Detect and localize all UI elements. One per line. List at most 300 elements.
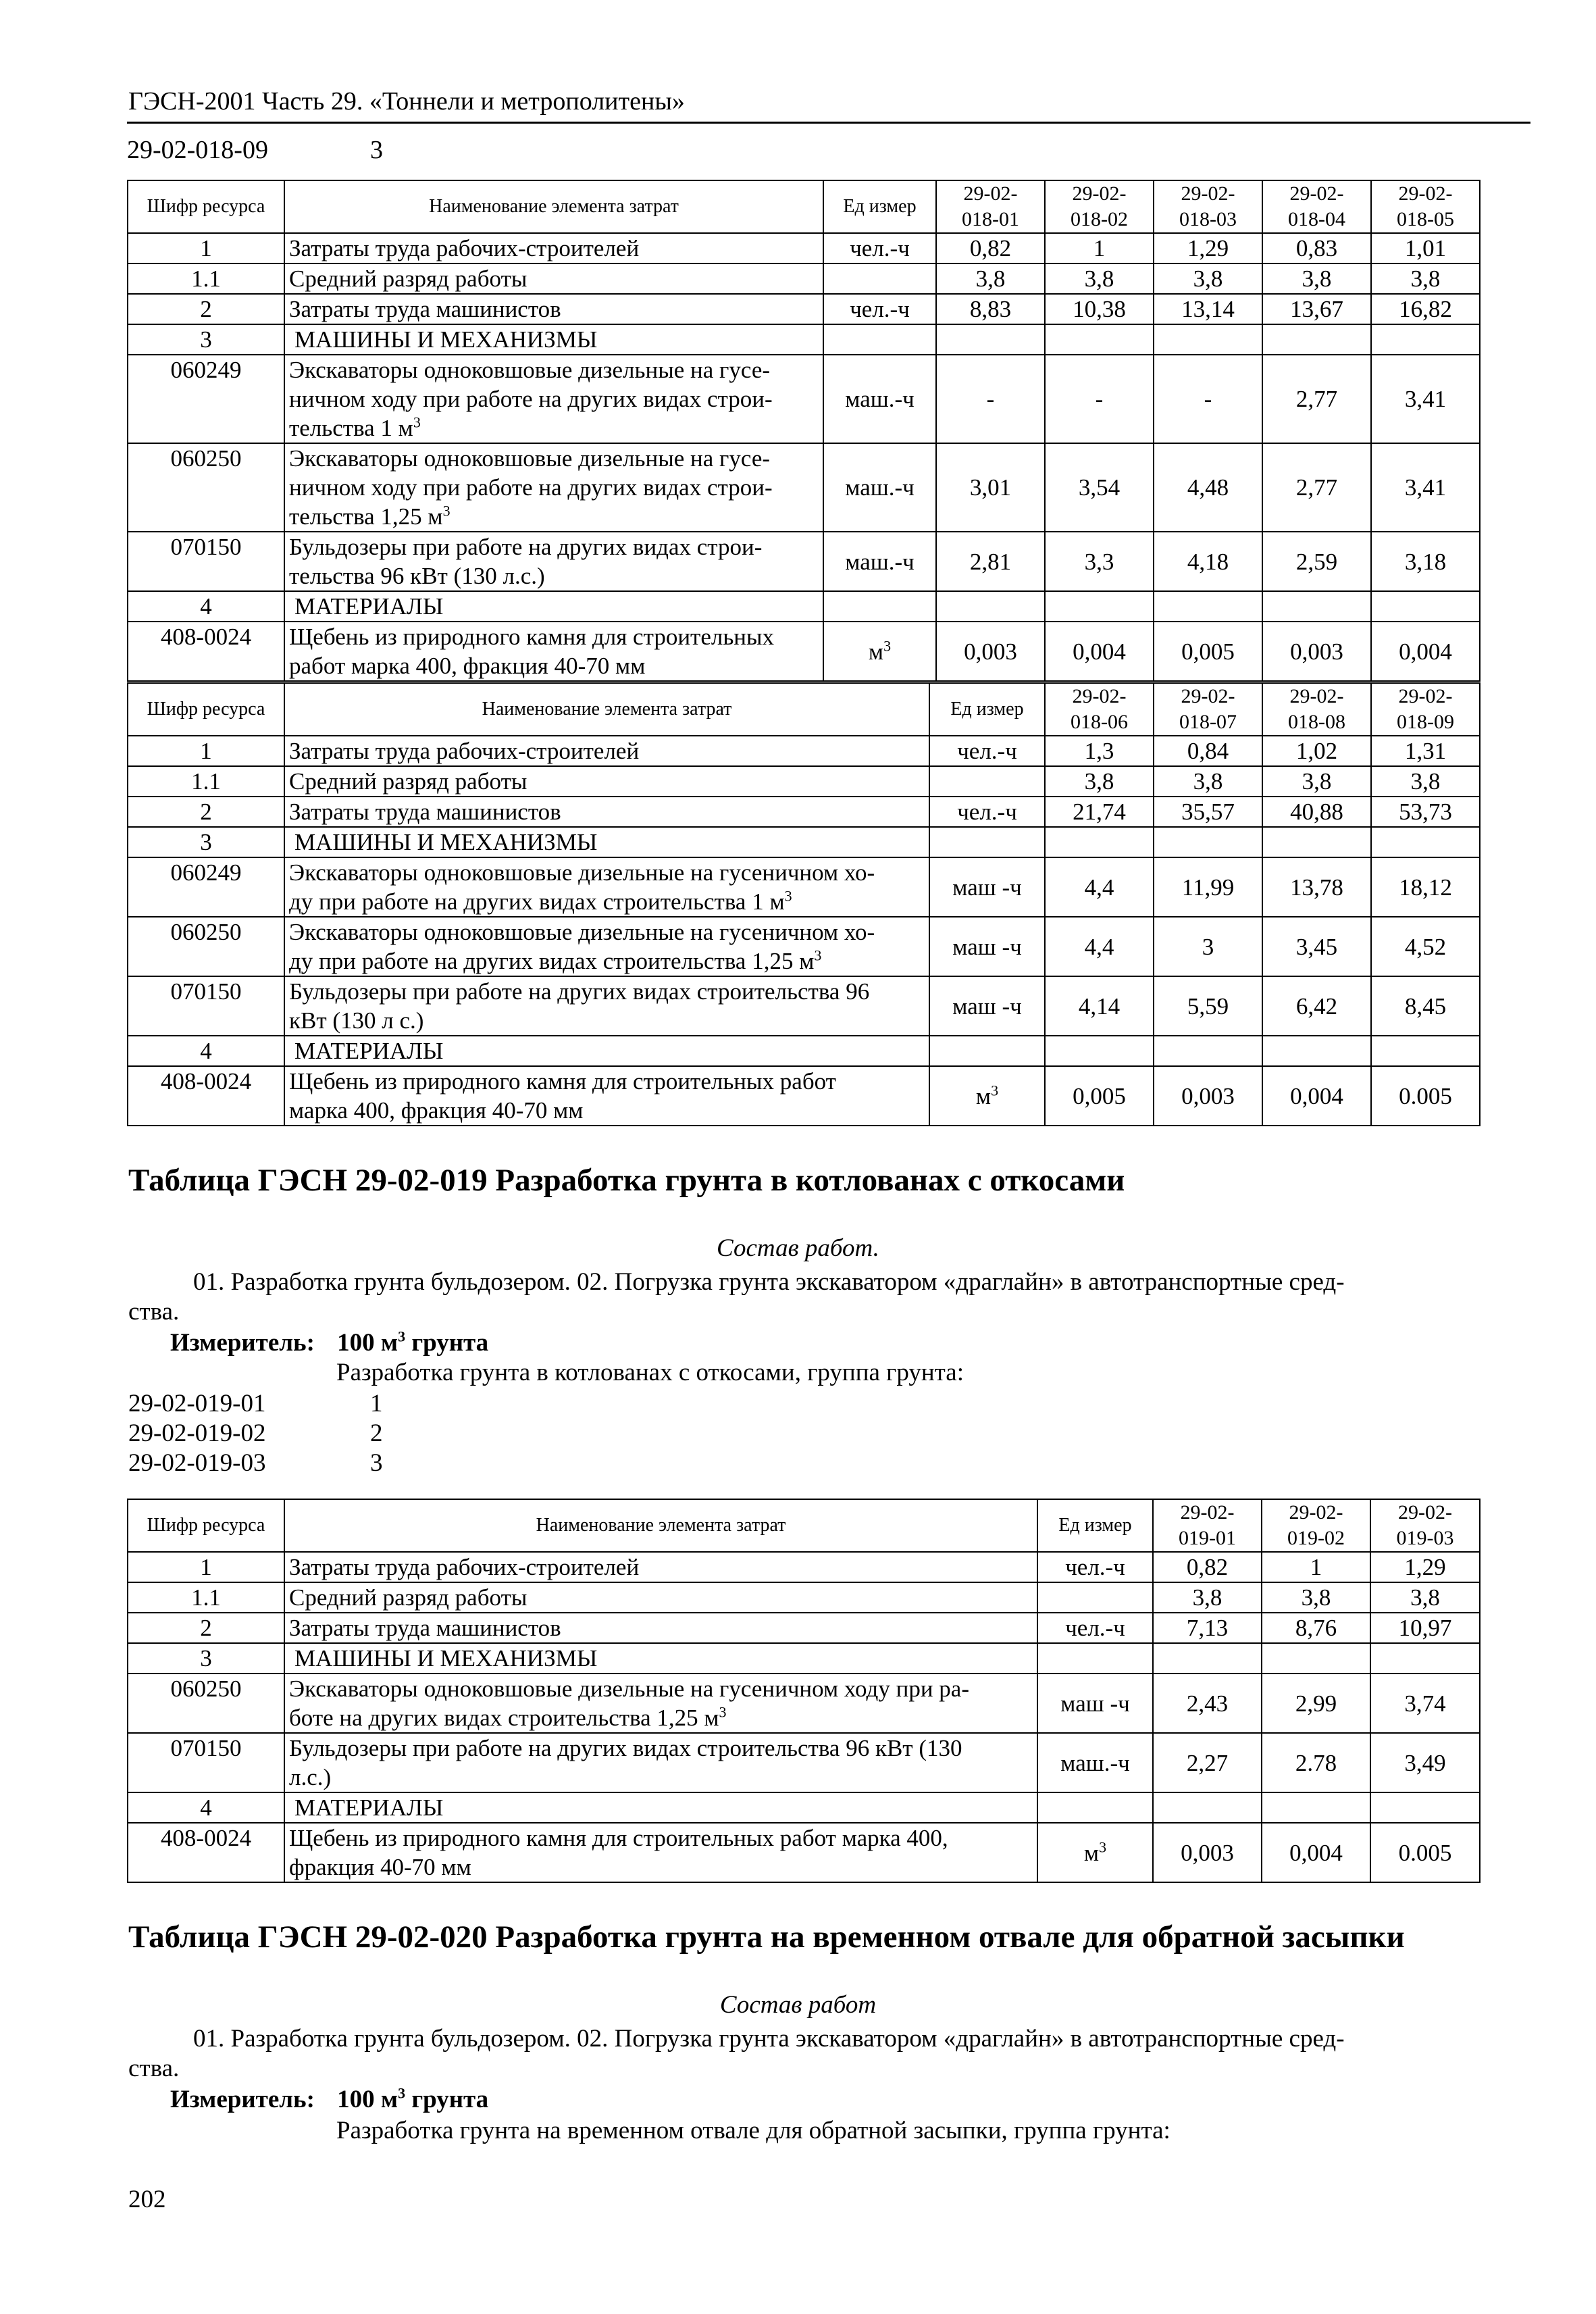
norm-value: 35,57 bbox=[1154, 797, 1262, 827]
table-row bbox=[128, 1066, 1480, 1126]
resource-table-019 bbox=[127, 1499, 1481, 1883]
resource-name-line: ничном ходу при работе на других видах строи- bbox=[289, 386, 773, 412]
resource-name-line: Средний разряд работы bbox=[289, 768, 527, 795]
norm-value: 13,67 bbox=[1262, 294, 1371, 324]
norm-value: 11,99 bbox=[1154, 857, 1262, 917]
norm-value: 3,74 bbox=[1370, 1674, 1480, 1733]
table-row bbox=[128, 1792, 1480, 1823]
norm-value: 0,004 bbox=[1045, 622, 1154, 681]
resource-code: 2 bbox=[128, 797, 284, 827]
norm-value: 0,84 bbox=[1154, 736, 1262, 766]
header-code: Шифр ресурса bbox=[128, 180, 284, 233]
norm-value: 0,82 bbox=[1153, 1552, 1262, 1582]
table-row bbox=[128, 355, 1480, 443]
table-title-019: Таблица ГЭСН 29-02-019 Разработка грунта в котлованах с откосами bbox=[128, 1163, 1125, 1198]
section-heading: МАШИНЫ И МЕХАНИЗМЫ bbox=[284, 827, 929, 857]
resource-code: 060250 bbox=[128, 1674, 284, 1733]
composition-title-019: Состав работ. bbox=[717, 1234, 879, 1262]
unit-of-measure bbox=[823, 443, 936, 532]
resource-name-line: тельства 1 м bbox=[289, 415, 413, 441]
table-row bbox=[128, 443, 1480, 532]
resource-name-line: Затраты труда рабочих-строителей bbox=[289, 235, 640, 261]
norm-value: 3,8 bbox=[1371, 766, 1480, 797]
empty-cell bbox=[1371, 591, 1480, 622]
norm-value: 0,004 bbox=[1262, 1066, 1371, 1126]
resource-name bbox=[284, 797, 929, 827]
norm-value: 4,14 bbox=[1045, 976, 1154, 1036]
table-row bbox=[128, 976, 1480, 1036]
resource-name-line: Бульдозеры при работе на других видах строи- bbox=[289, 534, 763, 560]
norm-value: 3,18 bbox=[1371, 532, 1480, 591]
column-code-line: 018-04 bbox=[1288, 208, 1345, 230]
resource-name-line: ду при работе на других видах строительства 1 м bbox=[289, 888, 785, 915]
table-row bbox=[128, 294, 1480, 324]
unit-of-measure bbox=[929, 1066, 1045, 1126]
header-rule bbox=[127, 122, 1530, 124]
column-code-line: 018-07 bbox=[1179, 711, 1237, 733]
table-title-020: Таблица ГЭСН 29-02-020 Разработка грунта на временном отвале для обратной засыпки bbox=[128, 1919, 1405, 1955]
carry-group: 3 bbox=[370, 136, 383, 164]
unit-of-measure bbox=[1037, 1552, 1153, 1582]
resource-name bbox=[284, 1674, 1037, 1733]
table-row bbox=[128, 263, 1480, 294]
empty-cell bbox=[823, 324, 936, 355]
resource-name-line: л.с.) bbox=[289, 1764, 332, 1790]
norm-value: 2,59 bbox=[1262, 532, 1371, 591]
column-code-line: 29-02- bbox=[1181, 182, 1235, 205]
column-code-line: 29-02- bbox=[1289, 1501, 1343, 1524]
resource-name-line: Экскаваторы одноковшовые дизельные на гусеничном ходу при ра- bbox=[289, 1676, 970, 1702]
resource-name-line: Средний разряд работы bbox=[289, 1584, 527, 1611]
unit-of-measure bbox=[929, 917, 1045, 976]
unit-text: м bbox=[1083, 1839, 1100, 1866]
table-row bbox=[128, 736, 1480, 766]
resource-code: 1.1 bbox=[128, 263, 284, 294]
resource-name-line: Затраты труда машинистов bbox=[289, 1615, 561, 1641]
column-code-line: 019-01 bbox=[1179, 1527, 1236, 1549]
item-code: 29-02-019-03 bbox=[128, 1449, 266, 1477]
column-code-line: 018-08 bbox=[1288, 711, 1345, 733]
norm-value: 3,8 bbox=[1262, 766, 1371, 797]
resource-code: 3 bbox=[128, 324, 284, 355]
resource-code: 060250 bbox=[128, 917, 284, 976]
norm-value: 0,82 bbox=[936, 233, 1045, 263]
column-code-line: 29-02- bbox=[1289, 685, 1344, 707]
resource-code: 070150 bbox=[128, 1733, 284, 1792]
norm-value: 3,49 bbox=[1370, 1733, 1480, 1792]
resource-code: 4 bbox=[128, 1036, 284, 1066]
resource-name bbox=[284, 1733, 1037, 1792]
norm-value: 10,38 bbox=[1045, 294, 1154, 324]
empty-cell bbox=[1154, 827, 1262, 857]
empty-cell bbox=[1154, 1036, 1262, 1066]
header-unit: Ед измер bbox=[1037, 1499, 1153, 1552]
meter-value: 100 м bbox=[337, 1329, 398, 1357]
table-row bbox=[128, 1643, 1480, 1674]
table-row bbox=[128, 797, 1480, 827]
header-unit: Ед измер bbox=[823, 180, 936, 233]
table-row bbox=[128, 233, 1480, 263]
norm-value: 7,13 bbox=[1153, 1613, 1262, 1643]
norm-value: 8,45 bbox=[1371, 976, 1480, 1036]
resource-code: 1 bbox=[128, 736, 284, 766]
norm-value: 3,8 bbox=[1045, 766, 1154, 797]
norm-value: - bbox=[1154, 355, 1262, 443]
norm-value: 18,12 bbox=[1371, 857, 1480, 917]
resource-code: 070150 bbox=[128, 976, 284, 1036]
meter-tail: грунта bbox=[405, 2086, 489, 2113]
unit-of-measure bbox=[1037, 1613, 1153, 1643]
unit-text: чел.-ч bbox=[957, 799, 1017, 825]
item-code: 29-02-019-02 bbox=[128, 1419, 266, 1447]
empty-cell bbox=[1262, 827, 1371, 857]
norm-value: 6,42 bbox=[1262, 976, 1371, 1036]
section-heading: МАТЕРИАЛЫ bbox=[284, 1036, 929, 1066]
resource-name-line: Бульдозеры при работе на других видах строительства 96 bbox=[289, 978, 870, 1005]
unit-of-measure bbox=[823, 263, 936, 294]
norm-value: 1 bbox=[1262, 1552, 1370, 1582]
column-code-line: 29-02- bbox=[1398, 182, 1453, 205]
norm-value: 16,82 bbox=[1371, 294, 1480, 324]
norm-value: 3,8 bbox=[1371, 263, 1480, 294]
column-code-line: 29-02- bbox=[1398, 685, 1453, 707]
header-column-code bbox=[1153, 1499, 1262, 1552]
empty-cell bbox=[1153, 1643, 1262, 1674]
norm-value: 3,8 bbox=[1154, 766, 1262, 797]
column-code-line: 29-02- bbox=[1289, 182, 1344, 205]
empty-cell bbox=[1370, 1643, 1480, 1674]
column-code-line: 018-01 bbox=[962, 208, 1019, 230]
norm-value: 0.005 bbox=[1370, 1823, 1480, 1882]
resource-name-line: Средний разряд работы bbox=[289, 266, 527, 292]
empty-cell bbox=[1262, 1036, 1371, 1066]
norm-value: 1,31 bbox=[1371, 736, 1480, 766]
table-row bbox=[128, 1552, 1480, 1582]
resource-name-line: Бульдозеры при работе на других видах строительства 96 кВт (130 bbox=[289, 1735, 962, 1761]
column-code-line: 018-09 bbox=[1397, 711, 1454, 733]
norm-value: 4,4 bbox=[1045, 857, 1154, 917]
composition-line-1-019: 01. Разработка грунта бульдозером. 02. Погрузка грунта экскаватором «драглайн» в автотранспортные сред- bbox=[193, 1268, 1345, 1296]
header-column-code bbox=[1262, 1499, 1370, 1552]
unit-text: чел.-ч bbox=[1065, 1554, 1125, 1580]
table-row bbox=[128, 622, 1480, 681]
unit-text: маш.-ч bbox=[845, 474, 915, 501]
resource-name-line: кВт (130 л с.) bbox=[289, 1007, 424, 1034]
resource-name-line-wrap bbox=[289, 887, 925, 916]
header-column-code bbox=[1262, 180, 1371, 233]
norm-value: 0,004 bbox=[1371, 622, 1480, 681]
resource-name bbox=[284, 532, 823, 591]
table-row bbox=[128, 1733, 1480, 1792]
empty-cell bbox=[936, 591, 1045, 622]
resource-code: 408-0024 bbox=[128, 1823, 284, 1882]
column-code-line: 019-03 bbox=[1396, 1527, 1454, 1549]
norm-value: 2,43 bbox=[1153, 1674, 1262, 1733]
norm-value: 3,8 bbox=[1262, 263, 1371, 294]
resource-name bbox=[284, 917, 929, 976]
section-heading: МАТЕРИАЛЫ bbox=[284, 591, 823, 622]
norm-value: - bbox=[1045, 355, 1154, 443]
unit-superscript: 3 bbox=[442, 502, 451, 520]
resource-name-line: Щебень из природного камня для строительных работ марка 400, bbox=[289, 1825, 948, 1851]
empty-cell bbox=[1262, 1792, 1370, 1823]
empty-cell bbox=[1153, 1792, 1262, 1823]
norm-value: 3,54 bbox=[1045, 443, 1154, 532]
norm-value: 0,005 bbox=[1154, 622, 1262, 681]
column-code-line: 018-05 bbox=[1397, 208, 1454, 230]
resource-name-line: Щебень из природного камня для строительных bbox=[289, 624, 775, 650]
table-row bbox=[128, 532, 1480, 591]
resource-name-line: ду при работе на других видах строительства 1,25 м bbox=[289, 948, 815, 974]
norm-value: 8,76 bbox=[1262, 1613, 1370, 1643]
norm-value: 3,41 bbox=[1371, 443, 1480, 532]
meter-020 bbox=[170, 2085, 488, 2114]
composition-title-020: Состав работ bbox=[719, 1991, 877, 2019]
empty-cell bbox=[1370, 1792, 1480, 1823]
unit-superscript: 3 bbox=[784, 887, 792, 905]
empty-cell bbox=[929, 1036, 1045, 1066]
column-code-line: 29-02- bbox=[1181, 685, 1235, 707]
unit-of-measure bbox=[1037, 1674, 1153, 1733]
column-code-line: 29-02- bbox=[1398, 1501, 1452, 1524]
page-number: 202 bbox=[128, 2186, 166, 2213]
norm-value: - bbox=[936, 355, 1045, 443]
column-code-line: 018-03 bbox=[1179, 208, 1237, 230]
norm-value: 2,81 bbox=[936, 532, 1045, 591]
unit-of-measure bbox=[929, 736, 1045, 766]
empty-cell bbox=[823, 591, 936, 622]
norm-value: 4,48 bbox=[1154, 443, 1262, 532]
resource-name-line: Щебень из природного камня для строительных работ bbox=[289, 1068, 836, 1095]
table-row bbox=[128, 1613, 1480, 1643]
column-code-line: 019-02 bbox=[1287, 1527, 1345, 1549]
unit-text: м bbox=[975, 1082, 992, 1109]
header-column-code bbox=[1371, 180, 1480, 233]
meter-label: Измеритель: bbox=[170, 1329, 315, 1357]
table-row bbox=[128, 917, 1480, 976]
norm-value: 2,77 bbox=[1262, 355, 1371, 443]
norm-value: 0,003 bbox=[1262, 622, 1371, 681]
empty-cell bbox=[1037, 1643, 1153, 1674]
unit-of-measure bbox=[823, 294, 936, 324]
norm-value: 2,99 bbox=[1262, 1674, 1370, 1733]
resource-name-line: Экскаваторы одноковшовые дизельные на гусеничном хо- bbox=[289, 859, 875, 886]
resource-name-line: боте на других видах строительства 1,25 м bbox=[289, 1705, 719, 1731]
resource-code: 1 bbox=[128, 233, 284, 263]
header-name: Наименование элемента затрат bbox=[284, 683, 929, 736]
header-unit: Ед измер bbox=[929, 683, 1045, 736]
empty-cell bbox=[1045, 1036, 1154, 1066]
resource-code: 408-0024 bbox=[128, 622, 284, 681]
unit-text: чел.-ч bbox=[850, 235, 910, 261]
resource-name-line: тельства 96 кВт (130 л.с.) bbox=[289, 563, 545, 589]
norm-value: 2,77 bbox=[1262, 443, 1371, 532]
table-row bbox=[128, 324, 1480, 355]
norm-value: 10,97 bbox=[1370, 1613, 1480, 1643]
section-heading: МАШИНЫ И МЕХАНИЗМЫ bbox=[284, 1643, 1037, 1674]
resource-name-line-wrap bbox=[289, 502, 819, 531]
table-row bbox=[128, 1674, 1480, 1733]
meter-sup: 3 bbox=[398, 2084, 406, 2102]
resource-name bbox=[284, 1823, 1037, 1882]
meter-sup: 3 bbox=[398, 1328, 406, 1345]
resource-code: 1.1 bbox=[128, 1582, 284, 1613]
norm-value: 4,52 bbox=[1371, 917, 1480, 976]
unit-superscript: 3 bbox=[413, 413, 421, 431]
norm-value: 3,41 bbox=[1371, 355, 1480, 443]
resource-name bbox=[284, 443, 823, 532]
resource-name bbox=[284, 1552, 1037, 1582]
norm-value: 1,29 bbox=[1370, 1552, 1480, 1582]
resource-name bbox=[284, 622, 823, 681]
empty-cell bbox=[936, 324, 1045, 355]
intro-019: Разработка грунта в котлованах с откосами, группа грунта: bbox=[336, 1359, 964, 1386]
norm-value: 0,003 bbox=[936, 622, 1045, 681]
column-code-line: 29-02- bbox=[1072, 182, 1127, 205]
empty-cell bbox=[1154, 324, 1262, 355]
composition-line-2-020: ства. bbox=[128, 2055, 180, 2082]
header-column-code bbox=[1045, 683, 1154, 736]
norm-value: 0,005 bbox=[1045, 1066, 1154, 1126]
column-code-line: 018-06 bbox=[1071, 711, 1128, 733]
unit-superscript: 3 bbox=[719, 1703, 727, 1721]
norm-value: 3,45 bbox=[1262, 917, 1371, 976]
norm-value: 1,02 bbox=[1262, 736, 1371, 766]
unit-of-measure bbox=[1037, 1823, 1153, 1882]
meter-value: 100 м bbox=[337, 2086, 398, 2113]
unit-of-measure bbox=[823, 233, 936, 263]
resource-code: 2 bbox=[128, 1613, 284, 1643]
header-name: Наименование элемента затрат bbox=[284, 1499, 1037, 1552]
resource-name-line-wrap bbox=[289, 1703, 1033, 1732]
section-heading: МАШИНЫ И МЕХАНИЗМЫ bbox=[284, 324, 823, 355]
header-column-code bbox=[1262, 683, 1371, 736]
norm-value: 53,73 bbox=[1371, 797, 1480, 827]
resource-name bbox=[284, 976, 929, 1036]
running-header: ГЭСН-2001 Часть 29. «Тоннели и метрополитены» bbox=[128, 87, 685, 116]
empty-cell bbox=[1045, 591, 1154, 622]
header-column-code bbox=[1371, 683, 1480, 736]
unit-text: м bbox=[868, 638, 884, 665]
item-code: 29-02-019-01 bbox=[128, 1390, 266, 1417]
column-code-line: 018-02 bbox=[1071, 208, 1128, 230]
resource-name bbox=[284, 1613, 1037, 1643]
unit-of-measure bbox=[929, 857, 1045, 917]
norm-value: 8,83 bbox=[936, 294, 1045, 324]
resource-name bbox=[284, 736, 929, 766]
unit-of-measure bbox=[823, 622, 936, 681]
unit-of-measure bbox=[929, 766, 1045, 797]
resource-code: 1 bbox=[128, 1552, 284, 1582]
unit-superscript: 3 bbox=[1099, 1838, 1107, 1855]
header-code: Шифр ресурса bbox=[128, 683, 284, 736]
resource-name-line: работ марка 400, фракция 40-70 мм bbox=[289, 653, 646, 679]
empty-cell bbox=[1045, 827, 1154, 857]
norm-value: 2,27 bbox=[1153, 1733, 1262, 1792]
unit-text: маш.-ч bbox=[845, 386, 915, 412]
item-group: 2 bbox=[370, 1419, 383, 1447]
norm-value: 21,74 bbox=[1045, 797, 1154, 827]
unit-of-measure bbox=[929, 797, 1045, 827]
resource-code: 4 bbox=[128, 1792, 284, 1823]
table-row bbox=[128, 1823, 1480, 1882]
table-row bbox=[128, 766, 1480, 797]
norm-value: 0,003 bbox=[1153, 1823, 1262, 1882]
empty-cell bbox=[1371, 827, 1480, 857]
section-heading: МАТЕРИАЛЫ bbox=[284, 1792, 1037, 1823]
resource-name-line: марка 400, фракция 40-70 мм bbox=[289, 1097, 584, 1124]
intro-020: Разработка грунта на временном отвале для обратной засыпки, группа грунта: bbox=[336, 2117, 1170, 2144]
unit-of-measure bbox=[929, 976, 1045, 1036]
column-code-line: 29-02- bbox=[1072, 685, 1127, 707]
norm-value: 4,18 bbox=[1154, 532, 1262, 591]
resource-name-line-wrap bbox=[289, 413, 819, 443]
table-header-row bbox=[128, 1499, 1480, 1552]
header-name: Наименование элемента затрат bbox=[284, 180, 823, 233]
resource-name bbox=[284, 1066, 929, 1126]
empty-cell bbox=[1262, 591, 1371, 622]
resource-code: 3 bbox=[128, 1643, 284, 1674]
norm-value: 1,3 bbox=[1045, 736, 1154, 766]
resource-code: 060250 bbox=[128, 443, 284, 532]
resource-code: 3 bbox=[128, 827, 284, 857]
header-column-code bbox=[1154, 180, 1262, 233]
resource-name-line: Экскаваторы одноковшовые дизельные на гусе- bbox=[289, 357, 771, 383]
resource-name-line: Экскаваторы одноковшовые дизельные на гусе- bbox=[289, 445, 771, 472]
norm-value: 0,003 bbox=[1154, 1066, 1262, 1126]
resource-code: 060249 bbox=[128, 857, 284, 917]
unit-text: чел.-ч bbox=[850, 296, 910, 322]
unit-superscript: 3 bbox=[991, 1081, 999, 1099]
empty-cell bbox=[1371, 1036, 1480, 1066]
empty-cell bbox=[1262, 324, 1371, 355]
norm-value: 3,8 bbox=[1045, 263, 1154, 294]
resource-table-018-01-05 bbox=[127, 180, 1481, 682]
resource-name bbox=[284, 1582, 1037, 1613]
empty-cell bbox=[1262, 1643, 1370, 1674]
resource-name bbox=[284, 294, 823, 324]
resource-name bbox=[284, 857, 929, 917]
resource-code: 060249 bbox=[128, 355, 284, 443]
resource-code: 408-0024 bbox=[128, 1066, 284, 1126]
norm-value: 13,78 bbox=[1262, 857, 1371, 917]
resource-code: 070150 bbox=[128, 532, 284, 591]
unit-of-measure bbox=[1037, 1733, 1153, 1792]
meter-label: Измеритель: bbox=[170, 2086, 315, 2113]
norm-value: 2.78 bbox=[1262, 1733, 1370, 1792]
norm-value: 0.005 bbox=[1371, 1066, 1480, 1126]
norm-value: 3,8 bbox=[1262, 1582, 1370, 1613]
norm-value: 3,3 bbox=[1045, 532, 1154, 591]
unit-text: маш -ч bbox=[952, 933, 1022, 960]
composition-line-1-020: 01. Разработка грунта бульдозером. 02. Погрузка грунта экскаватором «драглайн» в автотранспортные сред- bbox=[193, 2025, 1345, 2053]
unit-text: маш -ч bbox=[952, 874, 1022, 901]
resource-code: 1.1 bbox=[128, 766, 284, 797]
resource-name-line: Затраты труда рабочих-строителей bbox=[289, 738, 640, 764]
table-row bbox=[128, 1582, 1480, 1613]
table-header-row bbox=[128, 683, 1480, 736]
resource-name-line: Затраты труда рабочих-строителей bbox=[289, 1554, 640, 1580]
unit-text: маш -ч bbox=[952, 992, 1022, 1020]
item-group: 3 bbox=[370, 1449, 383, 1477]
norm-value: 40,88 bbox=[1262, 797, 1371, 827]
resource-code: 2 bbox=[128, 294, 284, 324]
resource-table-018-06-09 bbox=[127, 682, 1481, 1126]
unit-of-measure bbox=[823, 532, 936, 591]
table-row bbox=[128, 857, 1480, 917]
unit-text: чел.-ч bbox=[957, 738, 1017, 764]
column-code-line: 29-02- bbox=[1180, 1501, 1235, 1524]
